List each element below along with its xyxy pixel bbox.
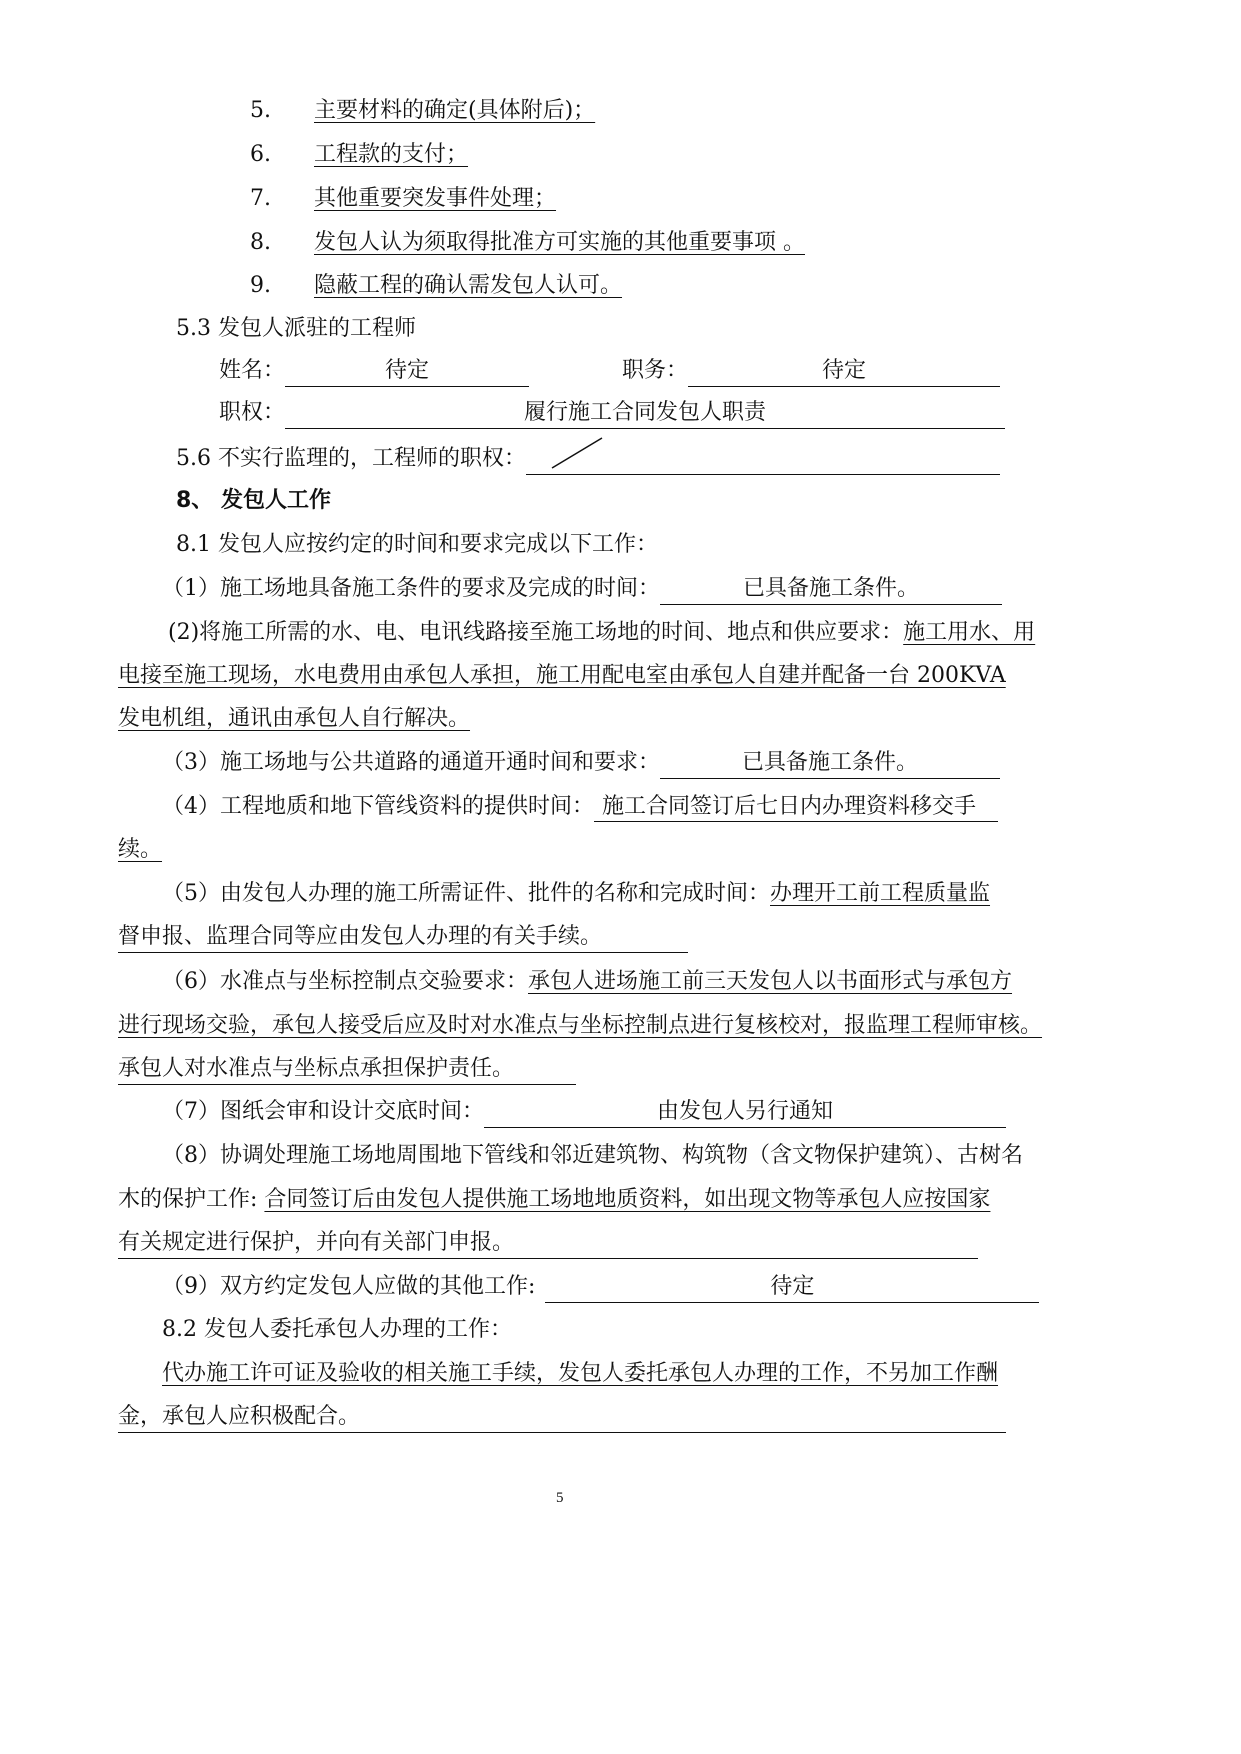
section-heading-8: 8、 发包人工作 [176,488,331,513]
item-4-field: 施工合同签订后七日内办理资料移交手 [594,792,998,822]
item-6-continued: 承包人对水准点与坐标点承担保护责任。 [118,1054,576,1085]
item-2: (2)将施工所需的水、电、电讯线路接至施工场地的时间、地点和供应要求：施工用水、用 [168,620,1036,645]
section-8-2-content: 代办施工许可证及验收的相关施工手续，发包人委托承包人办理的工作，不另加工作酬 [162,1361,999,1386]
item-5: （5）由发包人办理的施工所需证件、批件的名称和完成时间：办理开工前工程质量监 [162,881,991,906]
item-1-field: 已具备施工条件。 [660,574,1002,605]
section-8-1: 8.1 发包人应按约定的时间和要求完成以下工作： [176,532,658,557]
engineer-title-field: 待定 [688,356,1000,387]
list-item: 6. 工程款的支付； [250,142,469,167]
item-6: （6）水准点与坐标控制点交验要求：承包人进场施工前三天发包人以书面形式与承包方 [162,969,1013,994]
section-5-6: 5.6 不实行监理的，工程师的职权： [176,444,1000,475]
item-1: （1）施工场地具备施工条件的要求及完成的时间： 已具备施工条件。 [162,574,1002,605]
list-item: 5. 主要材料的确定(具体附后)； [250,98,596,123]
item-4-continued: 续。 [118,837,163,862]
list-item: 8. 发包人认为须取得批准方可实施的其他重要事项 。 [250,230,805,255]
engineer-name-row: 姓名： 待定 [219,356,529,387]
engineer-title-row: 职务： 待定 [622,356,1000,387]
engineer-name-field: 待定 [285,356,529,387]
item-7: （7）图纸会审和设计交底时间： 由发包人另行通知 [162,1097,1006,1128]
engineer-authority-row: 职权： 履行施工合同发包人职责 [219,398,1005,429]
item-3: （3）施工场地与公共道路的通道开通时间和要求： 已具备施工条件。 [162,748,1000,779]
page-number: 5 [556,1490,564,1506]
item-5-continued: 督申报、监理合同等应由发包人办理的有关手续。 [118,922,688,953]
item-6-continued: 进行现场交验，承包人接受后应及时对水准点与坐标控制点进行复核校对，报监理工程师审核。 [118,1013,1043,1038]
item-2-continued: 发电机组，通讯由承包人自行解决。 [118,706,471,731]
engineer-authority-field: 履行施工合同发包人职责 [285,398,1005,429]
list-item: 9. 隐蔽工程的确认需发包人认可。 [250,273,623,298]
item-9-field: 待定 [545,1272,1039,1303]
item-8-continued: 有关规定进行保护，并向有关部门申报。 [118,1228,978,1259]
item-8-continued: 木的保护工作: 合同签订后由发包人提供施工场地地质资料，如出现文物等承包人应按国家 [118,1187,991,1212]
section-heading-5-3: 5.3 发包人派驻的工程师 [176,316,416,341]
item-3-field: 已具备施工条件。 [660,748,1000,779]
section-8-2-content: 金，承包人应积极配合。 [118,1402,1006,1433]
item-7-field: 由发包人另行通知 [484,1097,1006,1128]
item-9: （9）双方约定发包人应做的其他工作: 待定 [162,1272,1039,1303]
list-item: 7. 其他重要突发事件处理； [250,186,557,211]
item-2-continued: 电接至施工现场，水电费用由承包人承担，施工用配电室由承包人自建并配备一台 200KVA [118,663,1006,688]
not-applicable-slash [550,436,606,470]
item-4: （4）工程地质和地下管线资料的提供时间： 施工合同签订后七日内办理资料移交手 [162,792,998,822]
section-8-2: 8.2 发包人委托承包人办理的工作： [162,1317,512,1342]
item-8: （8）协调处理施工场地周围地下管线和邻近建筑物、构筑物（含文物保护建筑）、古树名 [162,1143,1024,1168]
